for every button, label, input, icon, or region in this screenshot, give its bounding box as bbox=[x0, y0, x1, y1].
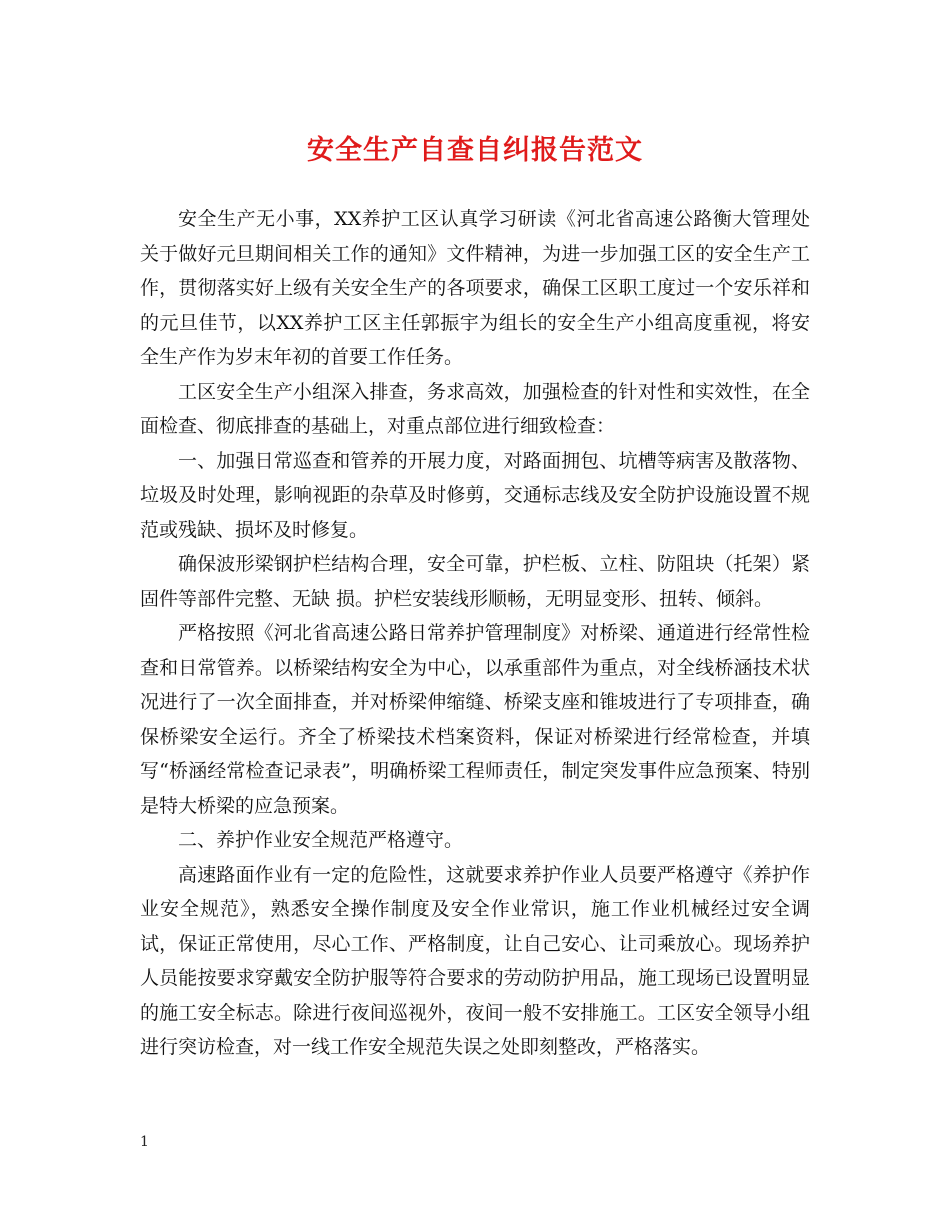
page-number: 1 bbox=[140, 1134, 149, 1150]
paragraph-intro: 安全生产无小事，XX养护工区认真学习研读《河北省高速公路衡大管理处关于做好元旦期间相关工作的通知》文件精神，为进一步加强工区的安全生产工作，贯彻落实好上级有关安全生产的各项要求，确保工区职工度过一个安乐祥和的元旦佳节，以XX养护工区主任郭振宇为组长的安全生产小组高度重视，将安全生产作为岁末年初的首要工作任务。 bbox=[140, 208, 810, 368]
paragraph-section-two-heading: 二、养护作业安全规范严格遵守。 bbox=[178, 829, 464, 851]
document-title: 安全生产自查自纠报告范文 bbox=[307, 135, 643, 166]
paragraph-guardrail: 确保波形梁钢护栏结构合理，安全可靠，护栏板、立柱、防阻块（托架）紧固件等部件完整、无缺 损。护栏安装线形顺畅，无明显变形、扭转、倾斜。 bbox=[140, 553, 810, 610]
paragraph-inspection-overview: 工区安全生产小组深入排查，务求高效，加强检查的针对性和实效性，在全面检查、彻底排查的基础上，对重点部位进行细致检查： bbox=[140, 380, 810, 437]
document-body bbox=[140, 202, 810, 1065]
paragraph-section-one: 一、加强日常巡查和管养的开展力度，对路面拥包、坑槽等病害及散落物、垃圾及时处理，影响视距的杂草及时修剪，交通标志线及安全防护设施设置不规范或残缺、损坏及时修复。 bbox=[140, 449, 810, 541]
paragraph-work-safety: 高速路面作业有一定的危险性，这就要求养护作业人员要严格遵守《养护作业安全规范》，熟悉安全操作制度及安全作业常识，施工作业机械经过安全调试，保证正常使用，尽心工作、严格制度，让自己安心、让司乘放心。现场养护人员能按要求穿戴安全防护服等符合要求的劳动防护用品，施工现场已设置明显的施工安全标志。除进行夜间巡视外，夜间一般不安排施工。工区安全领导小组进行突访检查，对一线工作安全规范失误之处即刻整改，严格落实。 bbox=[140, 863, 810, 1058]
paragraph-bridge-inspection: 严格按照《河北省高速公路日常养护管理制度》对桥梁、通道进行经常性检查和日常管养。以桥梁结构安全为中心，以承重部件为重点，对全线桥涵技术状况进行了一次全面排查，并对桥梁伸缩缝、桥梁支座和锥坡进行了专项排查，确保桥梁安全运行。齐全了桥梁技术档案资料，保证对桥梁进行经常检查，并填写“桥涵经常检查记录表”，明确桥梁工程师责任，制定突发事件应急预案、特别是特大桥梁的应急预案。 bbox=[140, 622, 810, 817]
